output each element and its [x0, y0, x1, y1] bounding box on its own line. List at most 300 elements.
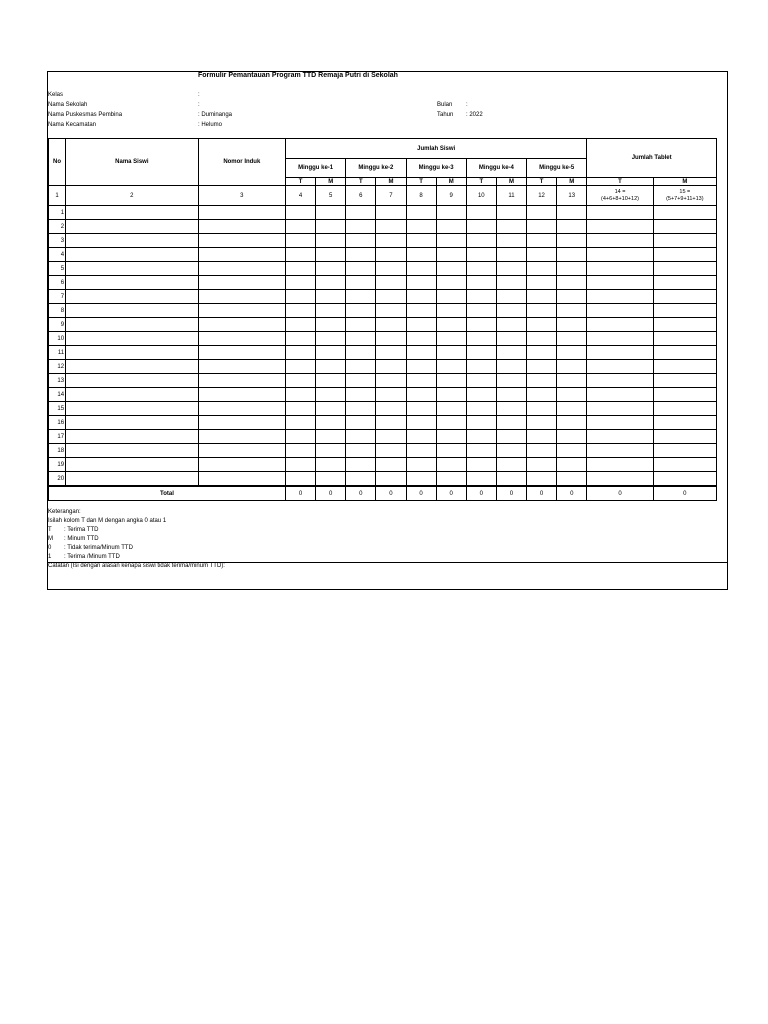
student-name-cell[interactable]	[66, 276, 199, 290]
tally-cell[interactable]	[527, 416, 557, 430]
tally-cell[interactable]	[466, 290, 496, 304]
tally-cell[interactable]	[436, 402, 466, 416]
student-name-cell[interactable]	[66, 402, 199, 416]
tally-cell[interactable]	[406, 262, 436, 276]
tally-cell[interactable]	[527, 262, 557, 276]
tally-cell[interactable]	[406, 430, 436, 444]
tally-cell[interactable]	[436, 430, 466, 444]
form-title: Formulir Pemantauan Program TTD Remaja Putri di Sekolah	[198, 72, 398, 79]
tally-cell[interactable]	[466, 458, 496, 472]
tally-cell[interactable]	[436, 248, 466, 262]
col-number: 2	[66, 186, 199, 206]
student-id-cell[interactable]	[198, 374, 285, 388]
tally-cell[interactable]	[286, 234, 316, 248]
tally-cell[interactable]	[436, 234, 466, 248]
tally-cell[interactable]	[406, 290, 436, 304]
student-id-cell[interactable]	[198, 318, 285, 332]
tally-cell[interactable]	[527, 248, 557, 262]
tally-cell[interactable]	[496, 388, 526, 402]
tally-cell[interactable]	[376, 416, 406, 430]
tally-cell[interactable]	[557, 206, 587, 220]
tally-cell[interactable]	[466, 234, 496, 248]
tally-cell[interactable]	[466, 304, 496, 318]
tally-cell[interactable]	[436, 290, 466, 304]
tally-cell[interactable]	[557, 388, 587, 402]
tally-cell[interactable]	[406, 206, 436, 220]
tally-cell[interactable]	[286, 458, 316, 472]
student-name-cell[interactable]	[66, 220, 199, 234]
tally-cell[interactable]	[587, 332, 653, 346]
tally-cell[interactable]	[376, 318, 406, 332]
tally-cell[interactable]	[653, 276, 716, 290]
student-name-cell[interactable]	[66, 248, 199, 262]
tally-cell[interactable]	[587, 262, 653, 276]
tally-cell[interactable]	[286, 430, 316, 444]
tally-cell[interactable]	[587, 458, 653, 472]
tally-cell[interactable]	[527, 332, 557, 346]
student-name-cell[interactable]	[66, 234, 199, 248]
student-id-cell[interactable]	[198, 206, 285, 220]
tally-cell[interactable]	[286, 206, 316, 220]
tally-cell[interactable]	[376, 206, 406, 220]
tally-cell[interactable]	[376, 346, 406, 360]
total-value: 0	[406, 486, 436, 501]
tally-cell[interactable]	[587, 220, 653, 234]
tally-cell[interactable]	[496, 304, 526, 318]
tally-cell[interactable]	[527, 374, 557, 388]
tally-cell[interactable]	[436, 304, 466, 318]
student-name-cell[interactable]	[66, 360, 199, 374]
tally-cell[interactable]	[653, 346, 716, 360]
student-id-cell[interactable]	[198, 276, 285, 290]
tally-cell[interactable]	[587, 234, 653, 248]
tally-cell[interactable]	[653, 444, 716, 458]
student-id-cell[interactable]	[198, 388, 285, 402]
tally-cell[interactable]	[496, 360, 526, 374]
student-name-cell[interactable]	[66, 304, 199, 318]
tally-cell[interactable]	[346, 248, 376, 262]
tally-cell[interactable]	[376, 402, 406, 416]
tally-cell[interactable]	[466, 346, 496, 360]
tally-cell[interactable]	[436, 360, 466, 374]
tally-cell[interactable]	[653, 388, 716, 402]
tally-cell[interactable]	[527, 444, 557, 458]
tally-cell[interactable]	[436, 346, 466, 360]
tally-cell[interactable]	[496, 234, 526, 248]
student-id-cell[interactable]	[198, 262, 285, 276]
row-number: 18	[49, 444, 66, 458]
student-id-cell[interactable]	[198, 234, 285, 248]
tally-cell[interactable]	[376, 444, 406, 458]
tally-cell[interactable]	[496, 402, 526, 416]
tally-cell[interactable]	[436, 262, 466, 276]
tally-cell[interactable]	[557, 220, 587, 234]
tally-cell[interactable]	[587, 346, 653, 360]
tally-cell[interactable]	[316, 402, 346, 416]
tally-cell[interactable]	[557, 234, 587, 248]
tally-cell[interactable]	[316, 374, 346, 388]
row-number: 20	[49, 472, 66, 487]
tally-cell[interactable]	[406, 472, 436, 487]
tally-cell[interactable]	[436, 220, 466, 234]
tally-cell[interactable]	[286, 332, 316, 346]
student-name-cell[interactable]	[66, 262, 199, 276]
tally-cell[interactable]	[527, 360, 557, 374]
bulan-label: Bulan	[437, 102, 453, 108]
tally-cell[interactable]	[316, 248, 346, 262]
tally-cell[interactable]	[316, 304, 346, 318]
table-row	[49, 402, 717, 416]
tally-cell[interactable]	[557, 248, 587, 262]
tally-cell[interactable]	[653, 220, 716, 234]
tally-cell[interactable]	[557, 360, 587, 374]
tally-cell[interactable]	[436, 374, 466, 388]
student-id-cell[interactable]	[198, 458, 285, 472]
tally-cell[interactable]	[406, 234, 436, 248]
table-row	[49, 430, 717, 444]
row-number: 1	[49, 206, 66, 220]
student-name-cell[interactable]	[66, 416, 199, 430]
tally-cell[interactable]	[316, 430, 346, 444]
tally-cell[interactable]	[286, 318, 316, 332]
kecamatan-value: : Helumo	[198, 122, 223, 128]
tally-cell[interactable]	[496, 374, 526, 388]
tally-cell[interactable]	[316, 472, 346, 487]
tally-cell[interactable]	[466, 430, 496, 444]
tally-cell[interactable]	[496, 444, 526, 458]
table-row	[49, 444, 717, 458]
tally-cell[interactable]	[406, 346, 436, 360]
tally-cell[interactable]	[557, 430, 587, 444]
tally-cell[interactable]	[286, 472, 316, 487]
tally-cell[interactable]	[466, 402, 496, 416]
student-id-cell[interactable]	[198, 248, 285, 262]
tally-cell[interactable]	[496, 430, 526, 444]
tally-cell[interactable]	[527, 346, 557, 360]
tally-cell[interactable]	[406, 318, 436, 332]
tally-cell[interactable]	[346, 388, 376, 402]
student-id-cell[interactable]	[198, 360, 285, 374]
tally-cell[interactable]	[557, 346, 587, 360]
tally-cell[interactable]	[466, 206, 496, 220]
tally-cell[interactable]	[653, 458, 716, 472]
tally-cell[interactable]	[406, 444, 436, 458]
student-id-cell[interactable]	[198, 290, 285, 304]
student-name-cell[interactable]	[66, 206, 199, 220]
tally-cell[interactable]	[587, 374, 653, 388]
tally-cell[interactable]	[496, 262, 526, 276]
tally-cell[interactable]	[346, 360, 376, 374]
student-name-cell[interactable]	[66, 332, 199, 346]
tally-cell[interactable]	[557, 276, 587, 290]
tally-cell[interactable]	[346, 430, 376, 444]
tally-cell[interactable]	[286, 248, 316, 262]
tally-cell[interactable]	[346, 402, 376, 416]
tally-cell[interactable]	[496, 276, 526, 290]
student-id-cell[interactable]	[198, 430, 285, 444]
tally-cell[interactable]	[346, 290, 376, 304]
tally-cell[interactable]	[316, 346, 346, 360]
tally-cell[interactable]	[557, 416, 587, 430]
student-name-cell[interactable]	[66, 346, 199, 360]
tally-cell[interactable]	[346, 206, 376, 220]
tally-cell[interactable]	[587, 248, 653, 262]
tally-cell[interactable]	[316, 388, 346, 402]
tally-cell[interactable]	[346, 472, 376, 487]
tally-cell[interactable]	[587, 472, 653, 487]
tally-cell[interactable]	[653, 416, 716, 430]
tally-cell[interactable]	[316, 416, 346, 430]
tally-cell[interactable]	[527, 318, 557, 332]
tally-cell[interactable]	[527, 472, 557, 487]
tally-cell[interactable]	[653, 374, 716, 388]
student-id-cell[interactable]	[198, 332, 285, 346]
tally-cell[interactable]	[406, 276, 436, 290]
tally-cell[interactable]	[346, 276, 376, 290]
tally-cell[interactable]	[376, 290, 406, 304]
tally-cell[interactable]	[316, 360, 346, 374]
tally-cell[interactable]	[527, 234, 557, 248]
tally-cell[interactable]	[346, 262, 376, 276]
tally-cell[interactable]	[557, 304, 587, 318]
tally-cell[interactable]	[376, 262, 406, 276]
col-15-formula	[653, 186, 716, 206]
tally-cell[interactable]	[286, 262, 316, 276]
tally-cell[interactable]	[376, 360, 406, 374]
tally-cell[interactable]	[406, 402, 436, 416]
tally-cell[interactable]	[653, 430, 716, 444]
tally-cell[interactable]	[436, 318, 466, 332]
tally-cell[interactable]	[466, 360, 496, 374]
tally-cell[interactable]	[653, 206, 716, 220]
tally-cell[interactable]	[376, 234, 406, 248]
tally-cell[interactable]	[527, 430, 557, 444]
tally-cell[interactable]	[286, 388, 316, 402]
tally-cell[interactable]	[557, 318, 587, 332]
tally-cell[interactable]	[346, 234, 376, 248]
tally-cell[interactable]	[653, 332, 716, 346]
tally-cell[interactable]	[527, 388, 557, 402]
tally-cell[interactable]	[376, 374, 406, 388]
tally-cell[interactable]	[496, 220, 526, 234]
tally-cell[interactable]	[286, 416, 316, 430]
tally-cell[interactable]	[286, 304, 316, 318]
student-name-cell[interactable]	[66, 318, 199, 332]
tally-cell[interactable]	[496, 346, 526, 360]
tally-cell[interactable]	[376, 388, 406, 402]
tally-cell[interactable]	[286, 276, 316, 290]
tally-cell[interactable]	[406, 374, 436, 388]
student-id-cell[interactable]	[198, 444, 285, 458]
header-m: M	[316, 178, 346, 186]
tally-cell[interactable]	[466, 332, 496, 346]
student-name-cell[interactable]	[66, 444, 199, 458]
tally-cell[interactable]	[286, 444, 316, 458]
tally-cell[interactable]	[286, 346, 316, 360]
tally-cell[interactable]	[587, 430, 653, 444]
tally-cell[interactable]	[466, 248, 496, 262]
tally-cell[interactable]	[406, 388, 436, 402]
tally-cell[interactable]	[527, 402, 557, 416]
tally-cell[interactable]	[286, 290, 316, 304]
tally-cell[interactable]	[496, 248, 526, 262]
tally-cell[interactable]	[406, 220, 436, 234]
tally-cell[interactable]	[527, 304, 557, 318]
tally-cell[interactable]	[527, 276, 557, 290]
tally-cell[interactable]	[376, 220, 406, 234]
tally-cell[interactable]	[557, 332, 587, 346]
tally-cell[interactable]	[436, 388, 466, 402]
tally-cell[interactable]	[653, 402, 716, 416]
tally-cell[interactable]	[376, 248, 406, 262]
tally-cell[interactable]	[466, 220, 496, 234]
student-id-cell[interactable]	[198, 220, 285, 234]
tally-cell[interactable]	[466, 276, 496, 290]
row-number: 2	[49, 220, 66, 234]
tally-cell[interactable]	[653, 262, 716, 276]
tally-cell[interactable]	[466, 416, 496, 430]
tally-cell[interactable]	[436, 444, 466, 458]
tally-cell[interactable]	[406, 458, 436, 472]
tally-cell[interactable]	[376, 472, 406, 487]
student-id-cell[interactable]	[198, 472, 285, 487]
tally-cell[interactable]	[653, 360, 716, 374]
tally-cell[interactable]	[286, 402, 316, 416]
tally-cell[interactable]	[376, 276, 406, 290]
tally-cell[interactable]	[316, 444, 346, 458]
tally-cell[interactable]	[587, 360, 653, 374]
tally-cell[interactable]	[466, 318, 496, 332]
tally-cell[interactable]	[316, 206, 346, 220]
tally-cell[interactable]	[557, 402, 587, 416]
tally-cell[interactable]	[653, 234, 716, 248]
tally-cell[interactable]	[557, 472, 587, 487]
tally-cell[interactable]	[496, 206, 526, 220]
tally-cell[interactable]	[466, 374, 496, 388]
total-value: 0	[316, 486, 346, 501]
tally-cell[interactable]	[316, 262, 346, 276]
student-id-cell[interactable]	[198, 416, 285, 430]
tally-cell[interactable]	[527, 290, 557, 304]
tally-cell[interactable]	[653, 472, 716, 487]
tally-cell[interactable]	[376, 430, 406, 444]
tally-cell[interactable]	[376, 458, 406, 472]
tally-cell[interactable]	[587, 388, 653, 402]
tally-cell[interactable]	[587, 444, 653, 458]
student-name-cell[interactable]	[66, 458, 199, 472]
student-name-cell[interactable]	[66, 430, 199, 444]
tally-cell[interactable]	[436, 472, 466, 487]
tally-cell[interactable]	[557, 262, 587, 276]
tally-cell[interactable]	[436, 206, 466, 220]
tally-cell[interactable]	[286, 360, 316, 374]
tally-cell[interactable]	[466, 262, 496, 276]
tally-cell[interactable]	[466, 444, 496, 458]
student-name-cell[interactable]	[66, 374, 199, 388]
legend-key: T	[48, 527, 52, 533]
tally-cell[interactable]	[436, 276, 466, 290]
tally-cell[interactable]	[466, 472, 496, 487]
tally-cell[interactable]	[406, 248, 436, 262]
tally-cell[interactable]	[436, 458, 466, 472]
tally-cell[interactable]	[653, 304, 716, 318]
tally-cell[interactable]	[316, 318, 346, 332]
student-name-cell[interactable]	[66, 290, 199, 304]
tally-cell[interactable]	[346, 374, 376, 388]
tally-cell[interactable]	[527, 206, 557, 220]
tally-cell[interactable]	[406, 416, 436, 430]
tally-cell[interactable]	[316, 332, 346, 346]
tally-cell[interactable]	[406, 332, 436, 346]
tally-cell[interactable]	[653, 290, 716, 304]
tally-cell[interactable]	[587, 206, 653, 220]
total-value: 0	[527, 486, 557, 501]
tally-cell[interactable]	[557, 444, 587, 458]
tally-cell[interactable]	[316, 234, 346, 248]
tally-cell[interactable]	[466, 388, 496, 402]
tally-cell[interactable]	[286, 220, 316, 234]
tally-cell[interactable]	[436, 416, 466, 430]
tally-cell[interactable]	[557, 290, 587, 304]
tally-cell[interactable]	[557, 374, 587, 388]
student-id-cell[interactable]	[198, 304, 285, 318]
tally-cell[interactable]	[346, 346, 376, 360]
tally-cell[interactable]	[496, 318, 526, 332]
tally-cell[interactable]	[587, 402, 653, 416]
header-m: M	[436, 178, 466, 186]
tally-cell[interactable]	[346, 304, 376, 318]
tally-cell[interactable]	[496, 416, 526, 430]
tally-cell[interactable]	[527, 458, 557, 472]
tally-cell[interactable]	[376, 304, 406, 318]
tally-cell[interactable]	[376, 332, 406, 346]
tally-cell[interactable]	[653, 248, 716, 262]
tally-cell[interactable]	[527, 220, 557, 234]
tally-cell[interactable]	[346, 318, 376, 332]
tally-cell[interactable]	[346, 444, 376, 458]
tally-cell[interactable]	[496, 290, 526, 304]
tally-cell[interactable]	[316, 220, 346, 234]
tally-cell[interactable]	[286, 374, 316, 388]
tally-cell[interactable]	[406, 304, 436, 318]
student-id-cell[interactable]	[198, 402, 285, 416]
tally-cell[interactable]	[346, 332, 376, 346]
tally-cell[interactable]	[496, 332, 526, 346]
tally-cell[interactable]	[316, 458, 346, 472]
tally-cell[interactable]	[587, 318, 653, 332]
header-jumlah-siswi: Jumlah Siswi	[286, 139, 587, 159]
student-name-cell[interactable]	[66, 472, 199, 487]
tally-cell[interactable]	[587, 304, 653, 318]
student-name-cell[interactable]	[66, 388, 199, 402]
tally-cell[interactable]	[587, 416, 653, 430]
tally-cell[interactable]	[496, 472, 526, 487]
tally-cell[interactable]	[346, 416, 376, 430]
tally-cell[interactable]	[346, 220, 376, 234]
tally-cell[interactable]	[406, 360, 436, 374]
tally-cell[interactable]	[587, 276, 653, 290]
tally-cell[interactable]	[496, 458, 526, 472]
tally-cell[interactable]	[587, 290, 653, 304]
tally-cell[interactable]	[436, 332, 466, 346]
row-number: 19	[49, 458, 66, 472]
tally-cell[interactable]	[316, 290, 346, 304]
student-id-cell[interactable]	[198, 346, 285, 360]
tally-cell[interactable]	[316, 276, 346, 290]
tally-cell[interactable]	[557, 458, 587, 472]
tally-cell[interactable]	[346, 458, 376, 472]
tally-cell[interactable]	[653, 318, 716, 332]
